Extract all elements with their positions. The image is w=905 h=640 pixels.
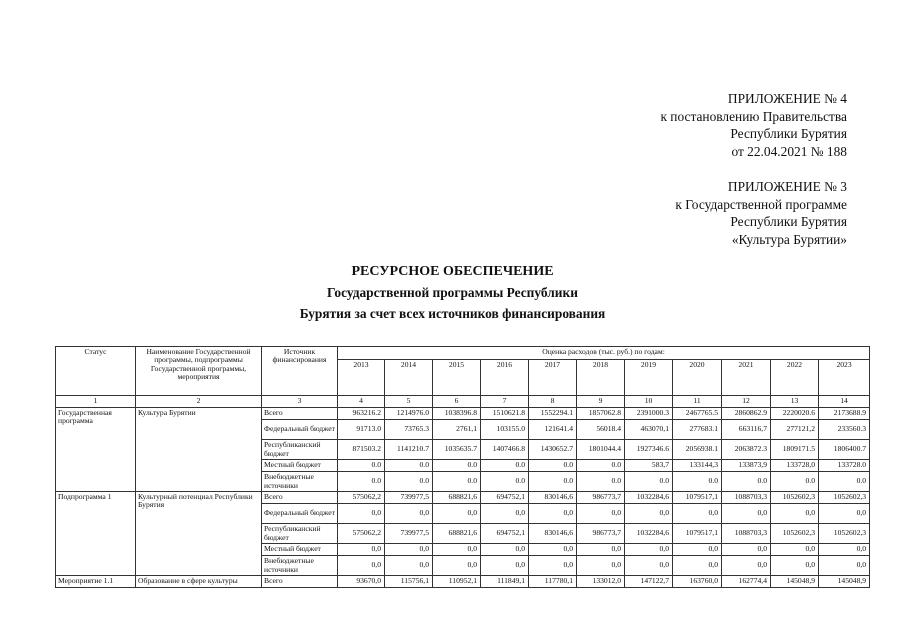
document-title-line2: Государственной программы Республики: [327, 285, 578, 300]
column-number: 10: [625, 396, 673, 408]
value-cell: 117780,1: [529, 576, 577, 588]
row-source: Местный бюджет: [262, 544, 338, 556]
value-cell: 463070,1: [625, 420, 673, 440]
value-cell: 2467765.5: [673, 408, 722, 420]
value-cell: 277683.1: [673, 420, 722, 440]
value-cell: 830146,6: [529, 524, 577, 544]
row-status: Мероприятие 1.1: [56, 576, 136, 588]
value-cell: 0.0: [529, 460, 577, 472]
header-estimate: Оценка расходов (тыс. руб.) по годам:: [338, 347, 870, 360]
column-number: 2: [136, 396, 262, 408]
value-cell: 0,0: [529, 544, 577, 556]
value-cell: 0,0: [625, 544, 673, 556]
value-cell: 0.0: [338, 472, 385, 492]
value-cell: 0,0: [338, 504, 385, 524]
row-source: Всего: [262, 492, 338, 504]
row-name: Культура Бурятии: [136, 408, 262, 492]
value-cell: 1088703,3: [722, 524, 771, 544]
value-cell: 0,0: [529, 504, 577, 524]
value-cell: 56018.4: [577, 420, 625, 440]
value-cell: 163760,0: [673, 576, 722, 588]
value-cell: 0.0: [385, 460, 433, 472]
column-number: 8: [529, 396, 577, 408]
column-number: 12: [722, 396, 771, 408]
appendix-3-program: «Культура Бурятии»: [731, 231, 847, 247]
value-cell: 1052602,3: [819, 492, 870, 504]
value-cell: 2056938.1: [673, 440, 722, 460]
value-cell: 739977,5: [385, 492, 433, 504]
value-cell: 694752,1: [481, 492, 529, 504]
column-number: 9: [577, 396, 625, 408]
value-cell: 0,0: [577, 556, 625, 576]
value-cell: 0,0: [433, 556, 481, 576]
column-number: 3: [262, 396, 338, 408]
value-cell: 986773,7: [577, 492, 625, 504]
header-name: Наименование Государственной программы, подпрограммы Государственной программы, мероприятия: [136, 347, 262, 396]
value-cell: 1052602,3: [771, 492, 819, 504]
value-cell: 0,0: [673, 544, 722, 556]
header-year: 2015: [433, 360, 481, 396]
value-cell: 575062,2: [338, 524, 385, 544]
value-cell: 93670,0: [338, 576, 385, 588]
table-row: [56, 408, 870, 420]
value-cell: 147122,7: [625, 576, 673, 588]
value-cell: 0,0: [577, 504, 625, 524]
value-cell: 1052602,3: [771, 524, 819, 544]
value-cell: 2173688.9: [819, 408, 870, 420]
value-cell: 133012,0: [577, 576, 625, 588]
value-cell: 133728,0: [771, 460, 819, 472]
value-cell: 133873,9: [722, 460, 771, 472]
value-cell: 91713.0: [338, 420, 385, 440]
value-cell: 0,0: [819, 544, 870, 556]
header-source: Источник финансирования: [262, 347, 338, 396]
value-cell: 0,0: [722, 556, 771, 576]
header-year: 2016: [481, 360, 529, 396]
value-cell: 233560.3: [819, 420, 870, 440]
value-cell: 871503.2: [338, 440, 385, 460]
value-cell: 963216.2: [338, 408, 385, 420]
row-name: Культурный потенциал Республики Бурятия: [136, 492, 262, 576]
value-cell: 0.0: [385, 472, 433, 492]
value-cell: 0,0: [385, 556, 433, 576]
value-cell: 0,0: [771, 544, 819, 556]
value-cell: 103155.0: [481, 420, 529, 440]
value-cell: 0,0: [771, 504, 819, 524]
value-cell: 0.0: [722, 472, 771, 492]
header-year: 2014: [385, 360, 433, 396]
value-cell: 0.0: [577, 472, 625, 492]
value-cell: 583,7: [625, 460, 673, 472]
value-cell: 0,0: [771, 556, 819, 576]
value-cell: 1809171.5: [771, 440, 819, 460]
header-year: 2020: [673, 360, 722, 396]
value-cell: 0.0: [433, 472, 481, 492]
value-cell: 1141210.7: [385, 440, 433, 460]
appendix-4-line: Республики Бурятия: [730, 126, 847, 141]
value-cell: 0,0: [433, 504, 481, 524]
value-cell: 1510621.8: [481, 408, 529, 420]
value-cell: 1079517,1: [673, 492, 722, 504]
value-cell: 0,0: [385, 504, 433, 524]
row-status: Государственная программа: [56, 408, 136, 492]
value-cell: 0.0: [577, 460, 625, 472]
value-cell: 1052602,3: [819, 524, 870, 544]
value-cell: 0.0: [481, 460, 529, 472]
value-cell: 2391000.3: [625, 408, 673, 420]
value-cell: 1038396.8: [433, 408, 481, 420]
appendix-4-block: [660, 90, 847, 160]
row-name: Образование в сфере культуры: [136, 576, 262, 588]
value-cell: 0,0: [481, 556, 529, 576]
header-year: 2019: [625, 360, 673, 396]
value-cell: 1552294.1: [529, 408, 577, 420]
value-cell: 986773,7: [577, 524, 625, 544]
value-cell: 0,0: [625, 504, 673, 524]
row-source: Всего: [262, 408, 338, 420]
column-number: 7: [481, 396, 529, 408]
value-cell: 2761,1: [433, 420, 481, 440]
row-status: Подпрограмма 1: [56, 492, 136, 576]
value-cell: 0,0: [722, 544, 771, 556]
value-cell: 162774,4: [722, 576, 771, 588]
value-cell: 0,0: [338, 556, 385, 576]
value-cell: 0,0: [481, 504, 529, 524]
value-cell: 115756,1: [385, 576, 433, 588]
appendix-3-line: к Государственной программе: [675, 196, 847, 212]
header-year: 2022: [771, 360, 819, 396]
appendix-4-line: к постановлению Правительства: [660, 108, 847, 124]
value-cell: 0.0: [529, 472, 577, 492]
header-year: 2018: [577, 360, 625, 396]
resource-table: [55, 346, 870, 588]
appendix-4-title: ПРИЛОЖЕНИЕ № 4: [727, 91, 847, 106]
value-cell: 145048,9: [771, 576, 819, 588]
value-cell: 0.0: [338, 460, 385, 472]
value-cell: 145048,9: [819, 576, 870, 588]
column-number: 13: [771, 396, 819, 408]
value-cell: 1035635.7: [433, 440, 481, 460]
value-cell: 0.0: [625, 472, 673, 492]
value-cell: 688821,6: [433, 492, 481, 504]
column-number: 1: [56, 396, 136, 408]
value-cell: 1857062.8: [577, 408, 625, 420]
column-number: 6: [433, 396, 481, 408]
document-title: [0, 261, 905, 324]
value-cell: 1801044.4: [577, 440, 625, 460]
row-source: Местный бюджет: [262, 460, 338, 472]
table-row: [56, 576, 870, 588]
header-status: Статус: [56, 347, 136, 396]
value-cell: 1927346.6: [625, 440, 673, 460]
appendix-3-title: ПРИЛОЖЕНИЕ № 3: [727, 179, 847, 194]
value-cell: 0,0: [481, 544, 529, 556]
value-cell: 0,0: [338, 544, 385, 556]
value-cell: 0,0: [577, 544, 625, 556]
value-cell: 0,0: [819, 504, 870, 524]
row-source: Федеральный бюджет: [262, 504, 338, 524]
value-cell: 73765.3: [385, 420, 433, 440]
value-cell: 0,0: [819, 556, 870, 576]
value-cell: 0,0: [722, 504, 771, 524]
value-cell: 0,0: [673, 556, 722, 576]
column-number: 4: [338, 396, 385, 408]
appendix-4-date: от 22.04.2021 № 188: [731, 143, 847, 159]
document-title-line1: РЕСУРСНОЕ ОБЕСПЕЧЕНИЕ: [351, 264, 554, 279]
value-cell: 694752,1: [481, 524, 529, 544]
value-cell: 1214976.0: [385, 408, 433, 420]
value-cell: 0.0: [673, 472, 722, 492]
value-cell: 0,0: [385, 544, 433, 556]
value-cell: 0,0: [625, 556, 673, 576]
value-cell: 1088703,3: [722, 492, 771, 504]
value-cell: 0.0: [433, 460, 481, 472]
header-year: 2013: [338, 360, 385, 396]
value-cell: 1407466.8: [481, 440, 529, 460]
header-year: 2021: [722, 360, 771, 396]
header-year: 2023: [819, 360, 870, 396]
table-row: [56, 492, 870, 504]
value-cell: 111849,1: [481, 576, 529, 588]
value-cell: 133144,3: [673, 460, 722, 472]
value-cell: 0,0: [673, 504, 722, 524]
value-cell: 0.0: [819, 472, 870, 492]
value-cell: 0,0: [529, 556, 577, 576]
value-cell: 277121,2: [771, 420, 819, 440]
appendix-3-block: [675, 178, 847, 248]
value-cell: 575062,2: [338, 492, 385, 504]
row-source: Республиканский бюджет: [262, 524, 338, 544]
value-cell: 121641.4: [529, 420, 577, 440]
value-cell: 1430652.7: [529, 440, 577, 460]
column-number: 14: [819, 396, 870, 408]
appendix-3-line: Республики Бурятия: [730, 214, 847, 229]
value-cell: 2860862.9: [722, 408, 771, 420]
value-cell: 830146,6: [529, 492, 577, 504]
header-year: 2017: [529, 360, 577, 396]
value-cell: 133728.0: [819, 460, 870, 472]
row-source: Всего: [262, 576, 338, 588]
value-cell: 1032284,6: [625, 524, 673, 544]
row-source: Внебюджетные источники: [262, 556, 338, 576]
row-source: Федеральный бюджет: [262, 420, 338, 440]
value-cell: 110952,1: [433, 576, 481, 588]
value-cell: 663116,7: [722, 420, 771, 440]
value-cell: 739977,5: [385, 524, 433, 544]
value-cell: 688821,6: [433, 524, 481, 544]
column-number: 5: [385, 396, 433, 408]
row-source: Внебюджетные источники: [262, 472, 338, 492]
value-cell: 0.0: [771, 472, 819, 492]
column-number: 11: [673, 396, 722, 408]
value-cell: 1806400.7: [819, 440, 870, 460]
value-cell: 0,0: [433, 544, 481, 556]
value-cell: 2063872.3: [722, 440, 771, 460]
value-cell: 1079517,1: [673, 524, 722, 544]
value-cell: 1032284,6: [625, 492, 673, 504]
value-cell: 2220020.6: [771, 408, 819, 420]
row-source: Республиканский бюджет: [262, 440, 338, 460]
document-title-line3: Бурятия за счет всех источников финансирования: [299, 306, 606, 321]
value-cell: 0.0: [481, 472, 529, 492]
